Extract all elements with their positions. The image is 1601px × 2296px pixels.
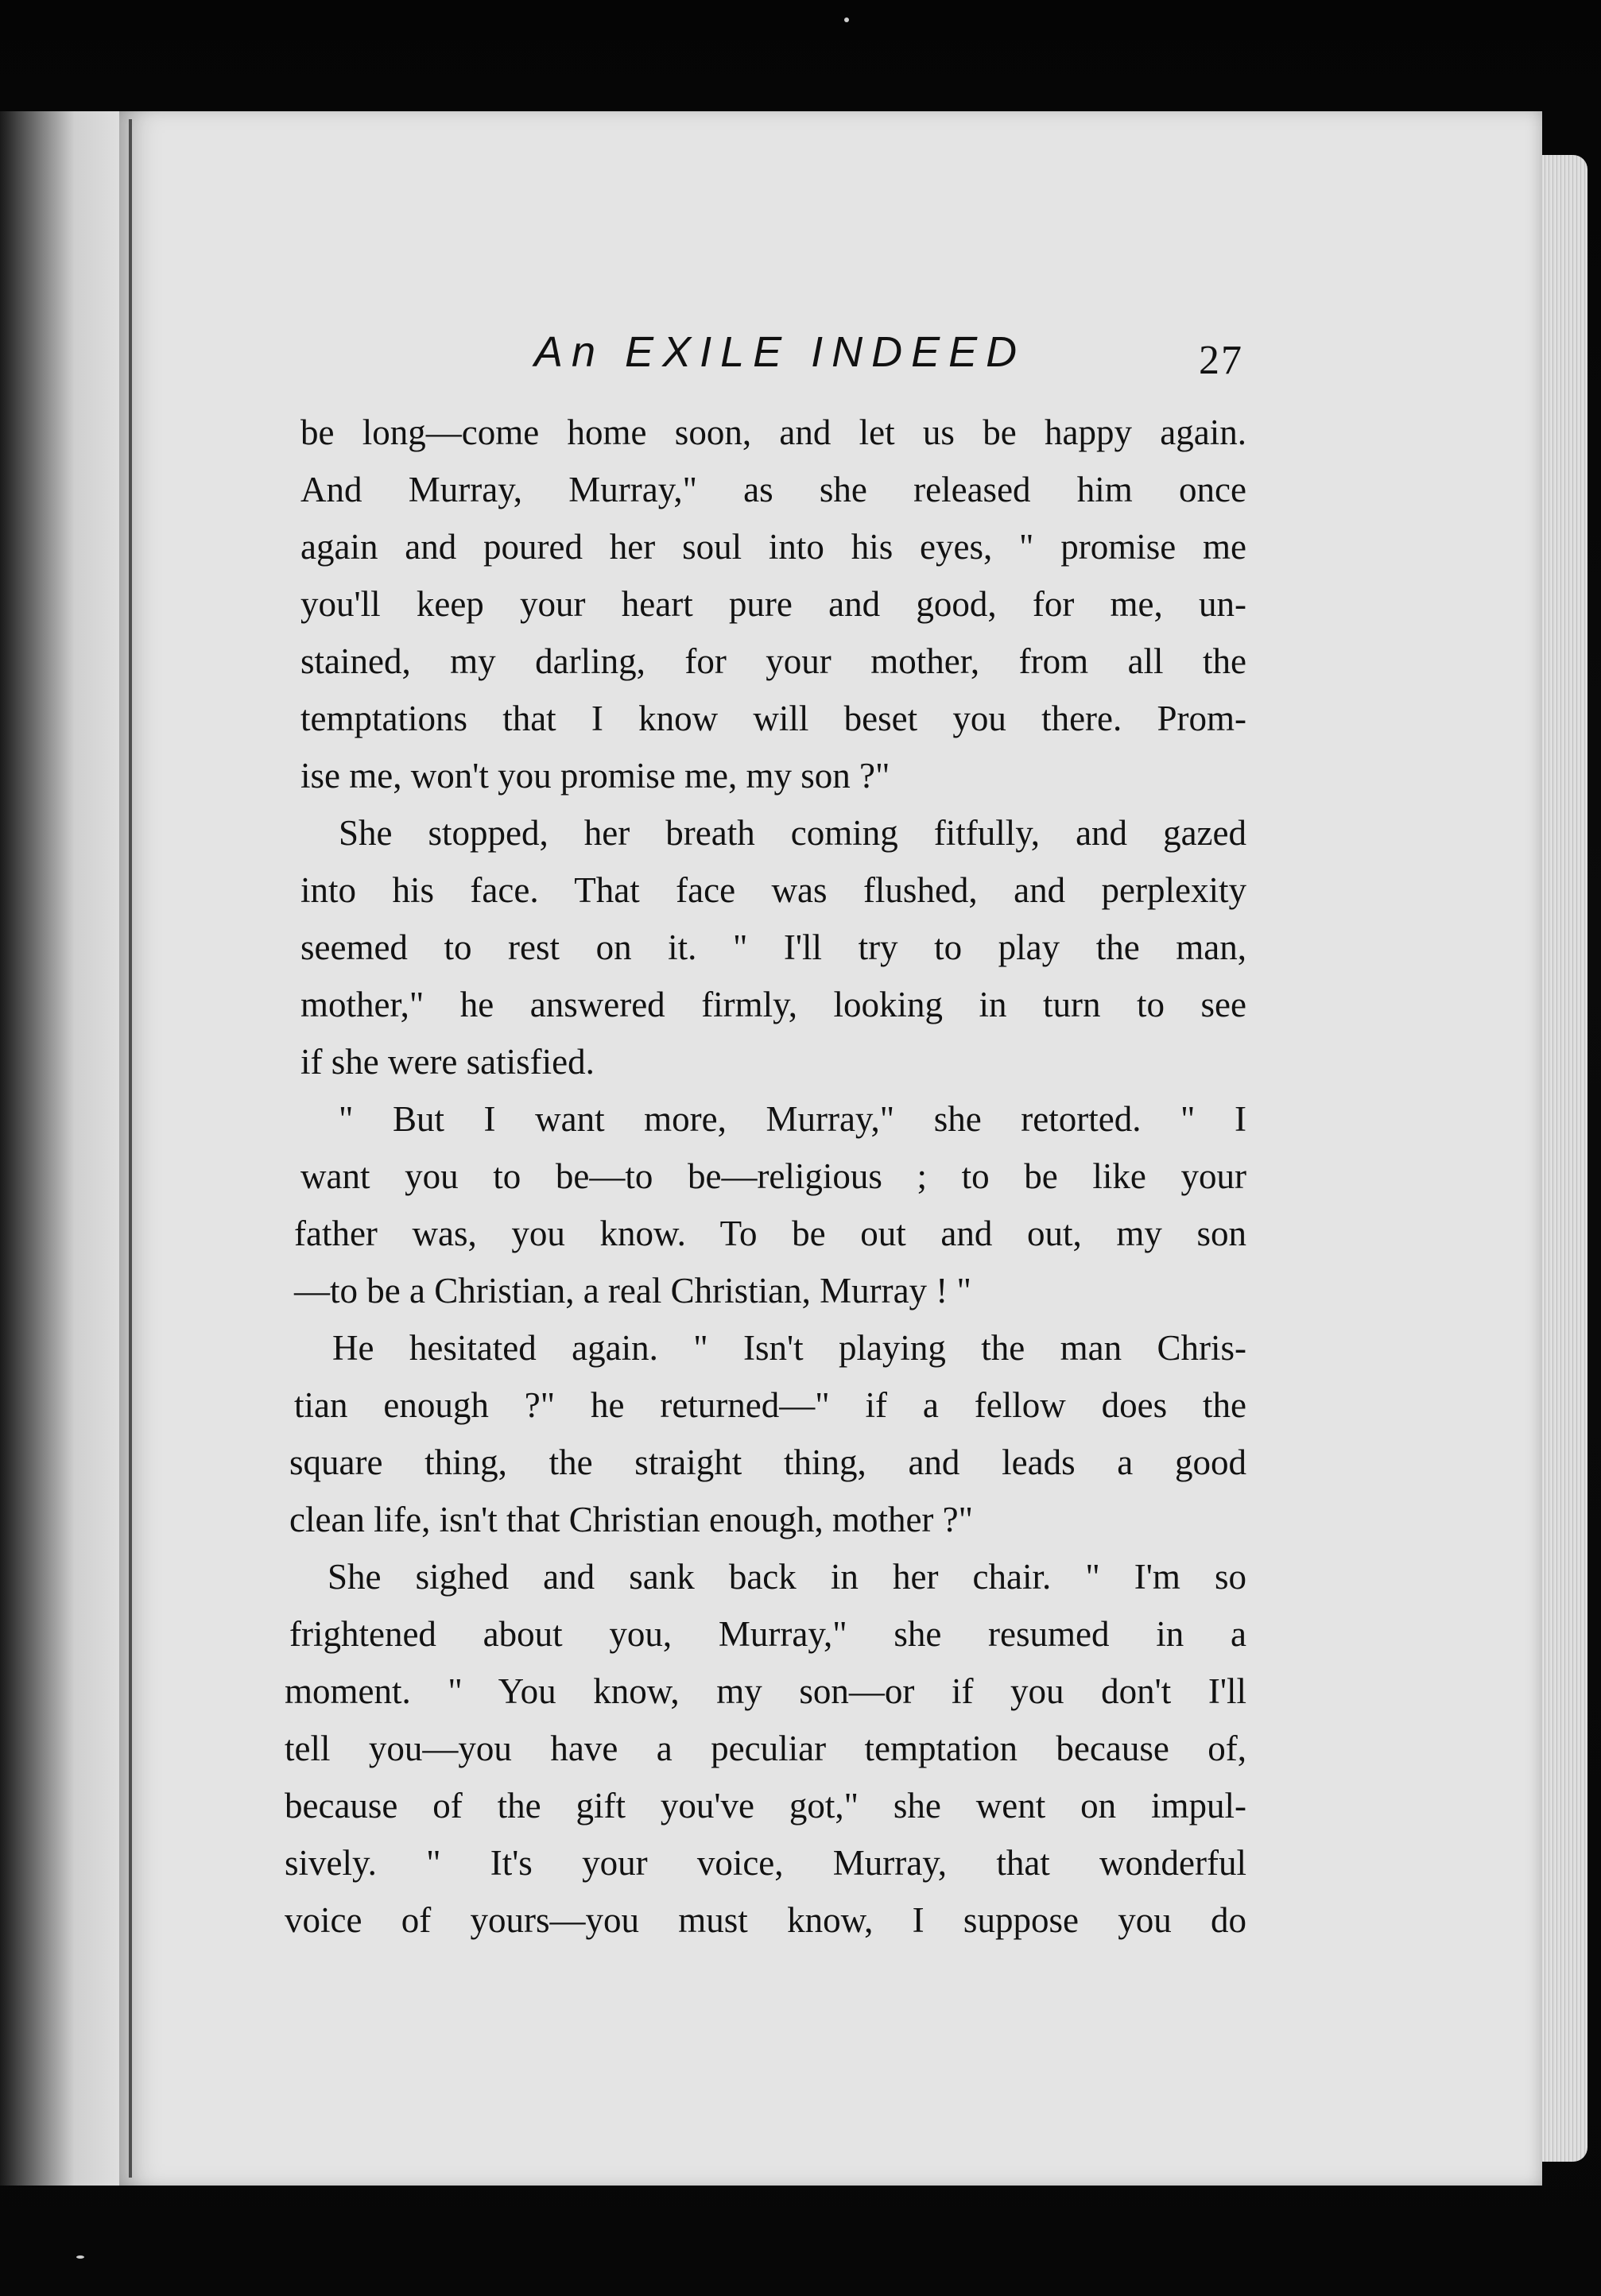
text-line: voice of yours—you must know, I suppose you do (285, 1900, 1246, 1940)
text-line: want you to be—to be—religious ; to be like your (300, 1156, 1246, 1196)
running-title: An EXILE INDEED (534, 328, 1026, 376)
text-line: tian enough ?" he returned—" if a fellow does the (294, 1385, 1246, 1425)
text-line: into his face. That face was flushed, and perplexity (300, 870, 1246, 910)
text-line: temptations that I know will beset you there. Prom- (300, 699, 1246, 738)
text-line: if she were satisfied. (300, 1042, 595, 1082)
text-line: She stopped, her breath coming fitfully, and gazed (339, 813, 1246, 853)
page-number: 27 (1199, 338, 1243, 383)
text-line: " But I want more, Murray," she retorted. " I (339, 1099, 1246, 1139)
text-line: She sighed and sank back in her chair. " I'm so (328, 1557, 1246, 1597)
text-line: because of the gift you've got," she went on impul- (285, 1786, 1246, 1826)
text-line: clean life, isn't that Christian enough, mother ?" (289, 1500, 974, 1539)
body-text (285, 404, 1246, 1949)
text-line: square thing, the straight thing, and leads a good (289, 1442, 1246, 1482)
text-line: —to be a Christian, a real Christian, Murray ! " (294, 1271, 971, 1311)
text-line: sively. " It's your voice, Murray, that wonderful (285, 1843, 1246, 1883)
text-line: And Murray, Murray," as she released him once (300, 470, 1246, 509)
text-line: stained, my darling, for your mother, from all the (300, 641, 1246, 681)
spine-shadow (129, 119, 132, 2178)
text-line: again and poured her soul into his eyes, " promise me (300, 527, 1246, 567)
text-line: tell you—you have a peculiar temptation because of, (285, 1729, 1246, 1768)
dust-speck (76, 2255, 84, 2259)
text-line: you'll keep your heart pure and good, for me, un- (300, 584, 1246, 624)
text-line: mother," he answered firmly, looking in turn to see (300, 985, 1246, 1024)
text-line: moment. " You know, my son—or if you don't I'll (285, 1671, 1246, 1711)
text-line: frightened about you, Murray," she resumed in a (289, 1614, 1246, 1654)
text-line: ise me, won't you promise me, my son ?" (300, 756, 890, 796)
text-line: be long—come home soon, and let us be happy again. (300, 412, 1246, 452)
dust-speck (844, 17, 849, 22)
book-gutter (0, 111, 135, 2186)
text-line: father was, you know. To be out and out, my son (294, 1214, 1246, 1253)
text-line: He hesitated again. " Isn't playing the man Chris- (332, 1328, 1246, 1368)
text-line: seemed to rest on it. " I'll try to play the man, (300, 927, 1246, 967)
